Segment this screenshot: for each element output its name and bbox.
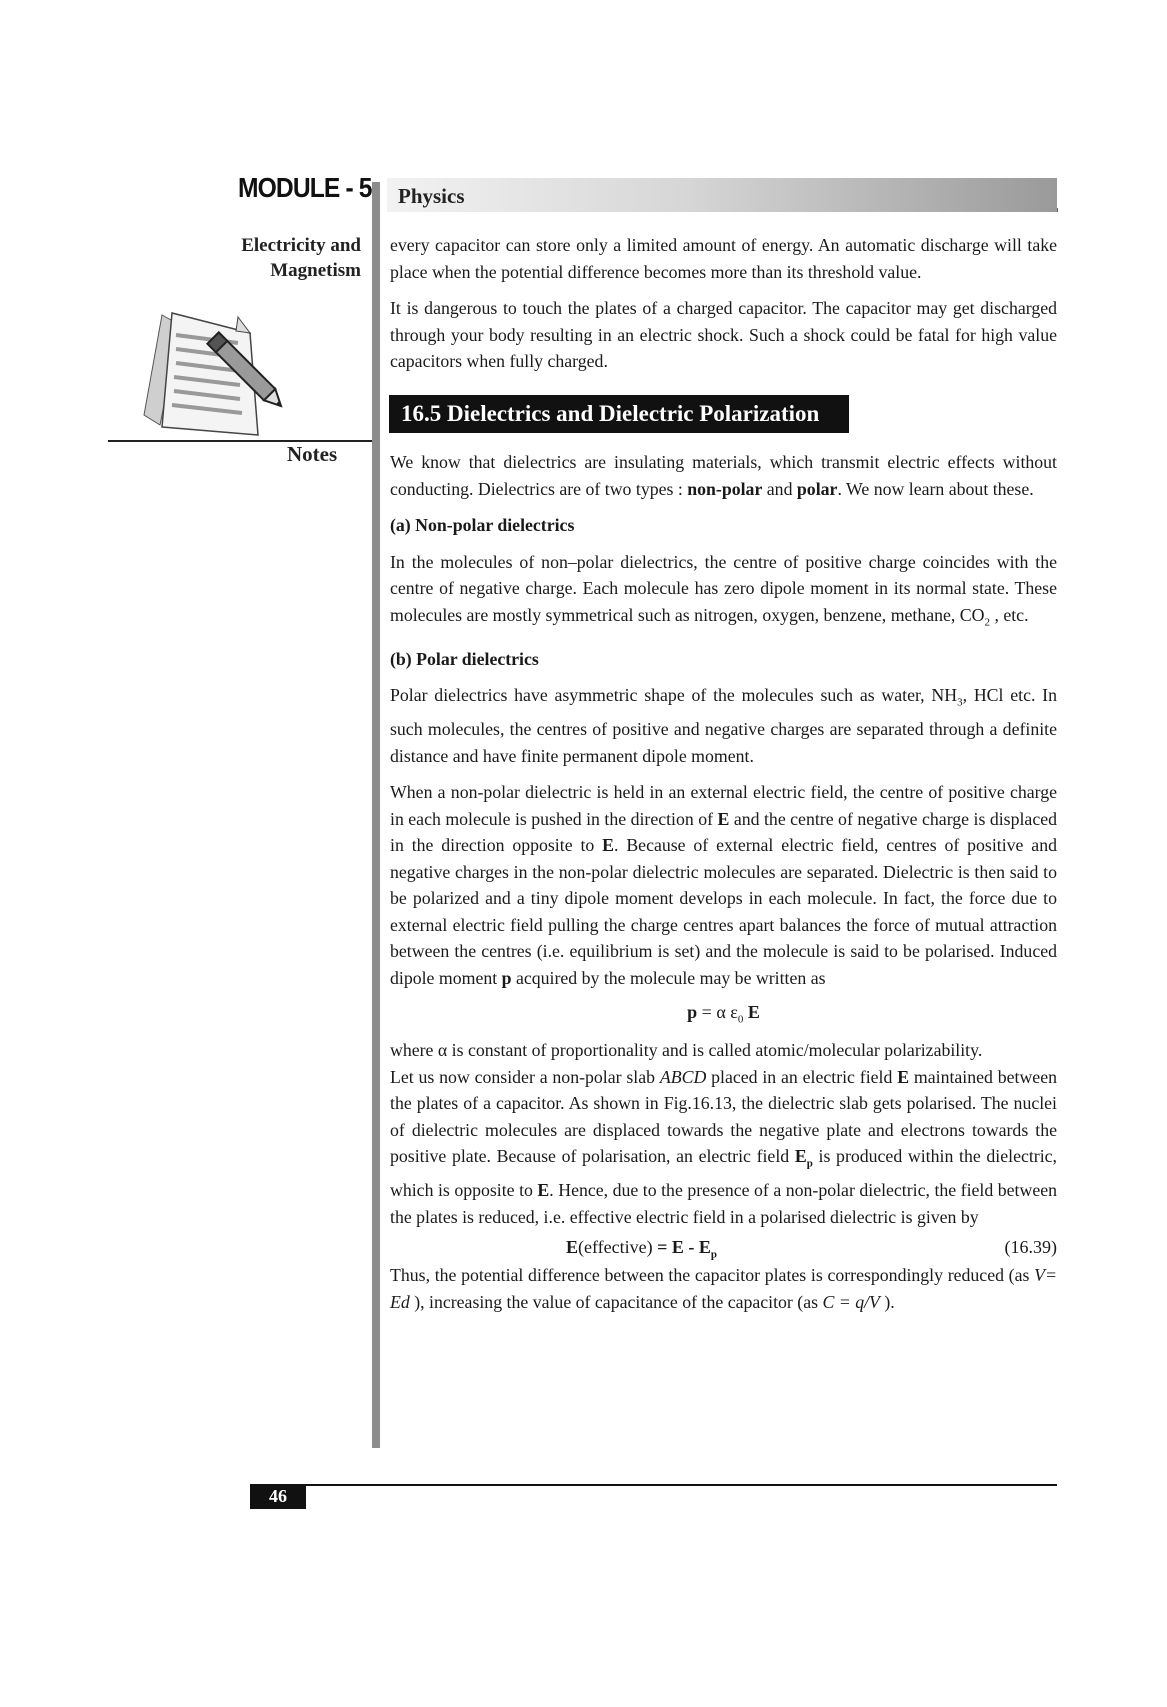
paragraph-5: Polar dielectrics have asymmetric shape of the molecules such as water, $NH_3$, HCl etc. In such molecules, the centres of positive and negative charges are separated through a definite distance and have finite permanent dipole moment. [390,685,1057,766]
paragraph-2: It is dangerous to touch the plates of a charged capacitor. The capacitor may get discharged through your body resulting in an electric shock. Such a shock could be fatal for high value capacitors when fully charged. [390,298,1057,371]
sidebar-topic [241,233,361,283]
footer-rule [250,1484,1057,1486]
module-title: MODULE - 5 [238,172,372,203]
subheading-non-polar: (a) Non-polar dielectrics [390,515,575,535]
margin-divider [372,182,380,1448]
paragraph-4: In the molecules of non–polar dielectrics, the centre of positive charge coincides with the centre of negative charge. Each molecule has zero dipole moment in its normal state. These molecules are mostly symmetrical such as nitrogen, oxygen, benzene, methane, $CO_2$ , etc. [390,551,1057,629]
paragraph-3: We know that dielectrics are insulating materials, which transmit electric effects without conducting. Dielectrics are of two types : non-polar and polar. We now learn about these. [390,452,1057,499]
notes-label: Notes [287,442,338,466]
header-tick [1057,208,1058,212]
equation-dipole-moment: p = α $\varepsilon_0$ E [687,1002,760,1026]
equation-effective-field: E(effective) = E - $E_p$ (16.39) [390,1230,1057,1262]
paragraph-7: where α is constant of proportionality and is called atomic/molecular polarizability. [390,1040,983,1061]
sidebar-topic-line1: Electricity and [241,235,361,256]
paragraph-9: Thus, the potential difference between the capacitor plates is correspondingly reduced (as V= Ed ), increasing the value of capacitance of the capacitor (as C = q/V ). [390,1265,1057,1312]
paragraph-1: every capacitor can store only a limited amount of energy. An automatic discharge will take place when the potential difference becomes more than its threshold value. [390,235,1057,282]
subject-title: Physics [398,184,465,208]
sidebar-topic-line2: Magnetism [270,260,361,281]
paragraph-8: Let us now consider a non-polar slab ABCD placed in an electric field E maintained between the plates of a capacitor. As shown in Fig.16.13, the dielectric slab gets polarised. The nuclei of dielectric molecules are displaced towards the negative plate and electrons towards the positive plate. Because of polarisation, an electric field $E_p$ is produced within the dielectric, which is opposite to E. Hence, due to the presence of a non-polar dielectric, the field between the plates is reduced, i.e. effective electric field in a polarised dielectric is given by [390,1066,1058,1227]
paragraph-6: When a non-polar dielectric is held in an external electric field, the centre of positive charge in each molecule is pushed in the direction of E and the centre of negative charge is displaced in the direction opposite to E. Because of external electric field, centres of positive and negative charges in the non-polar dielectric molecules are separated. Dielectric is then said to be polarized and a tiny dipole moment develops in each molecule. In fact, the force due to external electric field pulling the charge centres apart balances the force of mutual attraction between the centres (i.e. equilibrium is set) and the molecule is said to be polarised. Induced dipole moment p acquired by the molecule may be written as [390,782,1058,988]
equation-number: (16.39) [1004,1237,1057,1258]
main-content [390,232,1057,1315]
page-number: 46 [250,1484,306,1509]
notepad-pencil-icon [140,305,300,440]
subject-header-bar [387,178,1057,212]
section-title: 16.5 Dielectrics and Dielectric Polarization [389,395,849,434]
subheading-polar: (b) Polar dielectrics [390,648,539,669]
